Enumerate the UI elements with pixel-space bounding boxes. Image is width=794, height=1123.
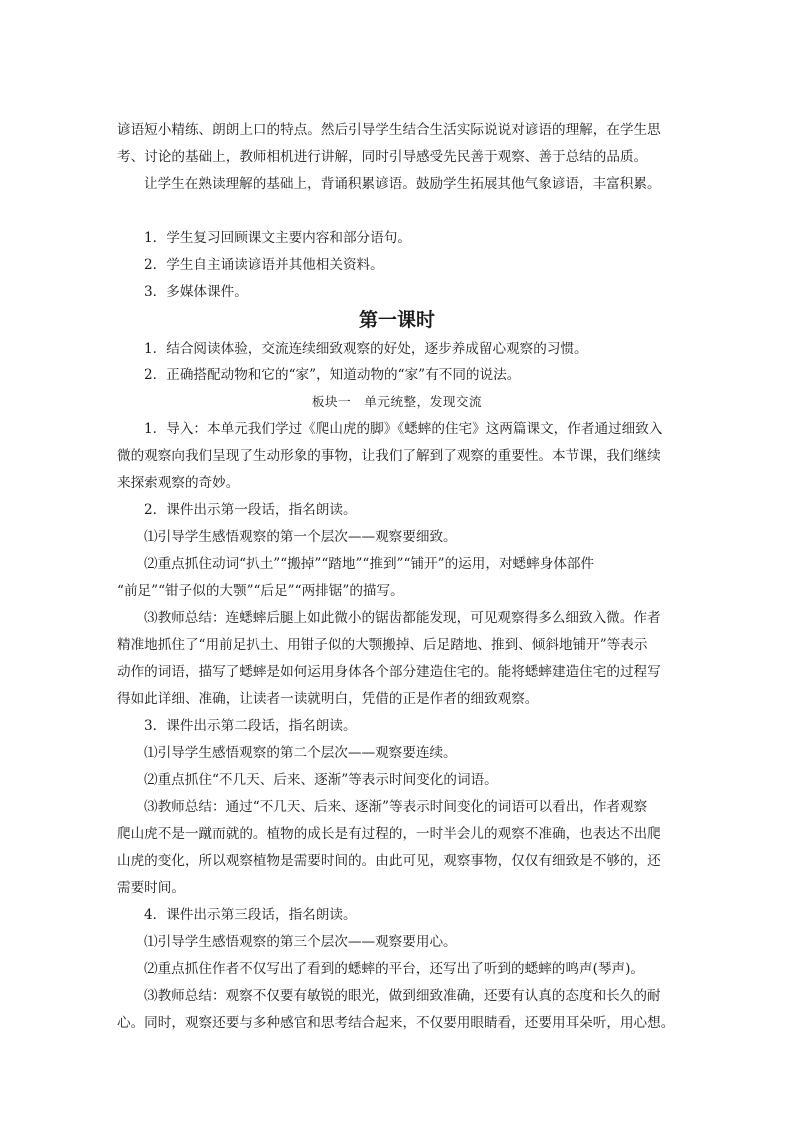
intro-line: 谚语短小精练、朗朗上口的特点。然后引导学生结合生活实际说说对谚语的理解，在学生思 xyxy=(117,122,661,138)
body-line: 山虎的变化，所以观察植物是需要时间的。由此可见，观察事物，仅仅有细致是不够的，还 xyxy=(117,853,661,869)
body-line: 来探索观察的奇妙。 xyxy=(117,475,240,491)
body-line: ⑶教师总结：连蟋蟀后腿上如此微小的锯齿都能发现，可见观察得多么细致入微。作者 xyxy=(144,610,661,626)
body-line: 动作的词语，描写了蟋蟀是如何运用身体各个部分建造住宅的。能将蟋蟀建造住宅的过程写 xyxy=(117,664,661,680)
body-line: 爬山虎不是一蹴而就的。植物的成长是有过程的，一时半会儿的观察不准确，也表达不出爬 xyxy=(117,826,661,842)
goal-item: 2．正确搭配动物和它的“家”，知道动物的“家”有不同的说法。 xyxy=(144,367,521,383)
body-line: ⑶教师总结：观察不仅要有敏锐的眼光，做到细致准确，还要有认真的态度和长久的耐 xyxy=(144,988,661,1004)
intro-line: 考、讨论的基础上，教师相机进行讲解，同时引导感受先民善于观察、善于总结的品质。 xyxy=(117,149,648,165)
body-line: 3．课件出示第二段话，指名朗读。 xyxy=(144,718,357,734)
body-line: 需要时间。 xyxy=(117,880,185,896)
body-line: 得如此详细、准确，让读者一读就明白，凭借的正是作者的细致观察。 xyxy=(117,691,539,707)
prep-item: 2．学生自主诵读谚语并其他相关资料。 xyxy=(144,257,384,273)
body-line: ⑶教师总结：通过“不几天、后来、逐渐”等表示时间变化的词语可以看出，作者观察 xyxy=(144,799,648,815)
lesson-title: 第一课时 xyxy=(358,309,435,331)
body-line: 精准地抓住了“用前足扒土、用钳子似的大颚搬掉、后足踏地、推到、倾斜地铺开”等表示 xyxy=(117,637,648,653)
body-line: 1．导入：本单元我们学过《爬山虎的脚》《蟋蟀的住宅》这两篇课文，作者通过细致入 xyxy=(144,421,663,437)
prep-item: 3．多媒体课件。 xyxy=(144,284,248,300)
goal-item: 1．结合阅读体验，交流连续细致观察的好处，逐步养成留心观察的习惯。 xyxy=(144,341,588,357)
body-line: ⑴引导学生感悟观察的第一个层次——观察要细致。 xyxy=(144,529,457,545)
prep-item: 1．学生复习回顾课文主要内容和部分语句。 xyxy=(144,230,411,246)
intro-line: 让学生在熟读理解的基础上，背诵积累谚语。鼓励学生拓展其他气象谚语，丰富积累。 xyxy=(144,176,661,192)
body-line: 心。同时，观察还要与多种感官和思考结合起来，不仅要用眼睛看，还要用耳朵听，用心想。 xyxy=(117,1015,675,1031)
body-line: “前足”“钳子似的大颚”“后足”“两排锯”的描写。 xyxy=(117,583,404,599)
body-line: ⑵重点抓住动词“扒土”“搬掉”“踏地”“推到”“铺开”的运用，对蟋蟀身体部件 xyxy=(144,556,595,572)
body-line: ⑴引导学生感悟观察的第二个层次——观察要连续。 xyxy=(144,745,457,761)
body-line: 4．课件出示第三段话，指名朗读。 xyxy=(144,907,357,923)
body-line: ⑵重点抓住作者不仅写出了看到的蟋蟀的平台，还写出了听到的蟋蟀的鸣声(琴声)。 xyxy=(144,961,644,977)
body-line: 2．课件出示第一段话，指名朗读。 xyxy=(144,502,357,518)
body-line: ⑵重点抓住“不几天、后来、逐渐”等表示时间变化的词语。 xyxy=(144,772,498,788)
section-heading: 板块一 单元统整，发现交流 xyxy=(311,394,483,409)
body-line: 微的观察向我们呈现了生动形象的事物，让我们了解到了观察的重要性。本节课，我们继续 xyxy=(117,448,661,464)
body-line: ⑴引导学生感悟观察的第三个层次——观察要用心。 xyxy=(144,934,457,950)
